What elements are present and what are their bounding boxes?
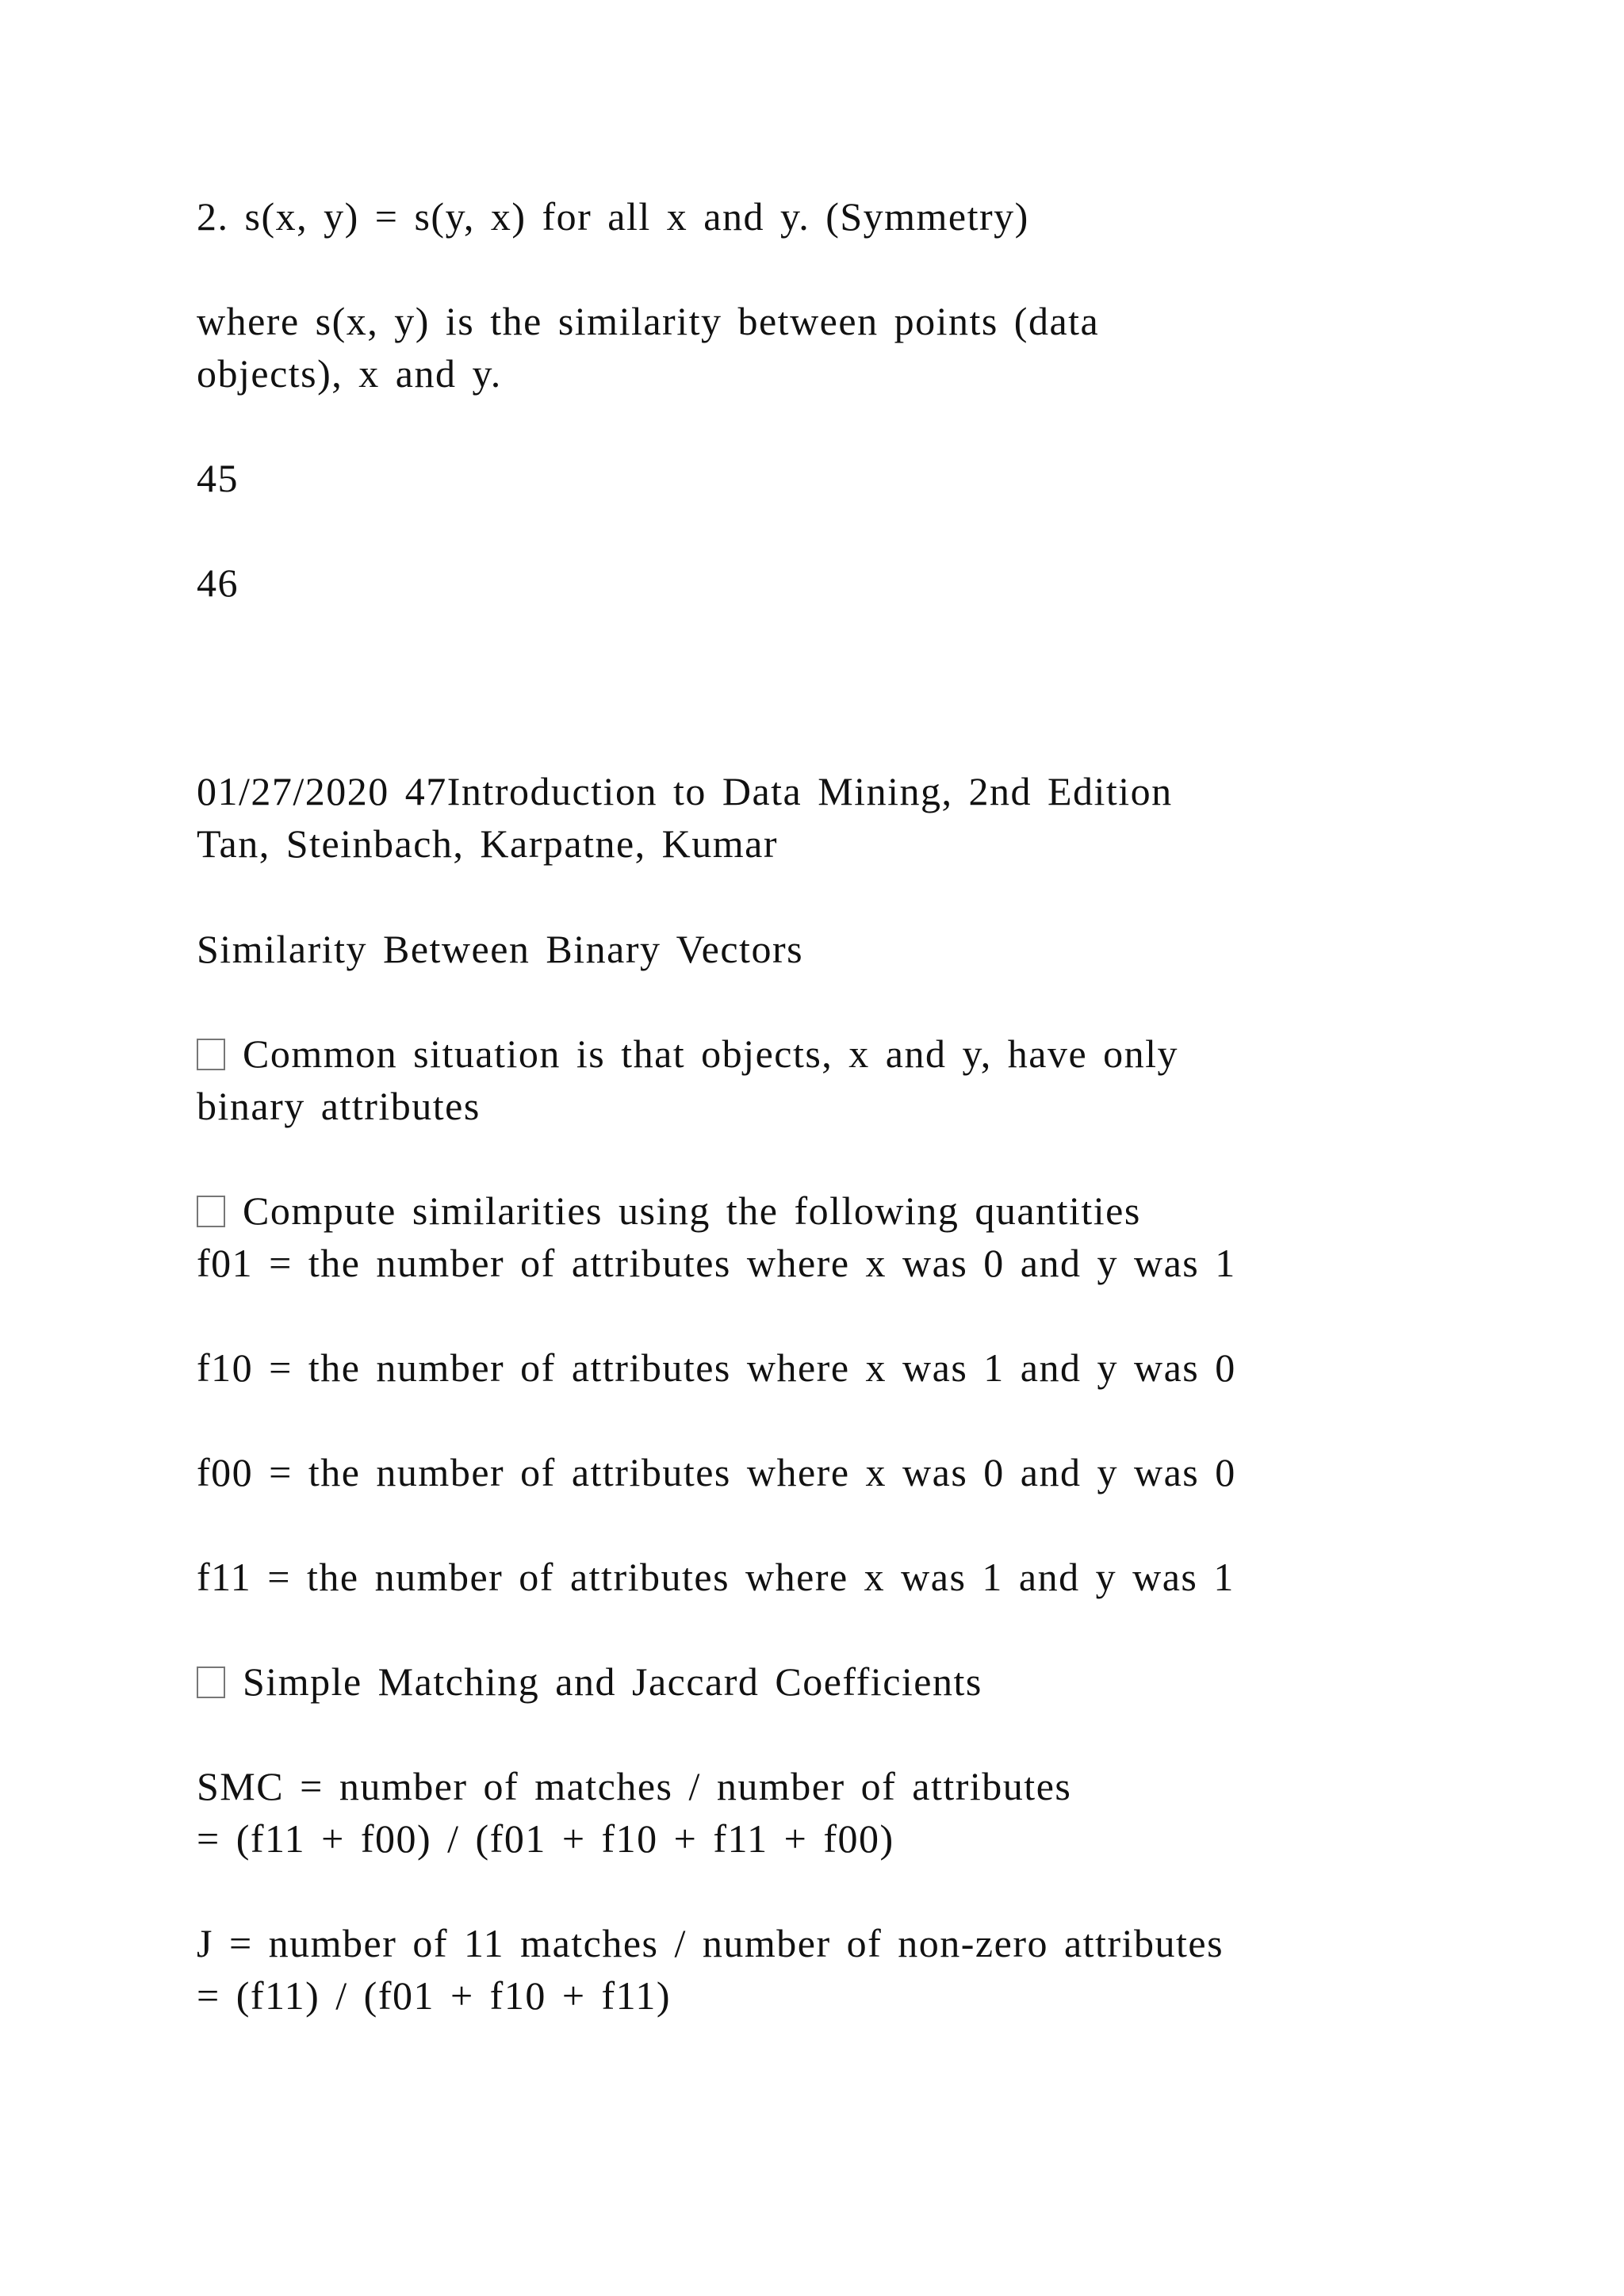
quantity-f00: f00 = the number of attributes where x was 0 and y was 0 [197,1450,1236,1494]
bullet-item-3 [197,1659,982,1704]
similarity-definition-line-2: objects), x and y. [197,351,502,396]
symmetry-property-line: 2. s(x, y) = s(y, x) for all x and y. (Symmetry) [197,194,1029,239]
page-number-46: 46 [197,561,239,605]
section-title: Similarity Between Binary Vectors [197,927,804,971]
similarity-definition-line-1: where s(x, y) is the similarity between points (data [197,299,1100,343]
quantity-f01: f01 = the number of attributes where x was 0 and y was 1 [197,1241,1236,1285]
jaccard-formula: = (f11) / (f01 + f10 + f11) [197,1973,671,2018]
slide-footer-line-2: Tan, Steinbach, Karpatne, Kumar [197,821,778,866]
missing-glyph-box-icon [197,1039,225,1070]
jaccard-definition: J = number of 11 matches / number of non-zero attributes [197,1921,1224,1965]
missing-glyph-box-icon [197,1196,225,1227]
slide-footer-line-1: 01/27/2020 47Introduction to Data Mining, 2nd Edition [197,769,1173,813]
missing-glyph-box-icon [197,1667,225,1698]
bullet-item-1 [197,1031,1179,1076]
quantity-f11: f11 = the number of attributes where x was 1 and y was 1 [197,1555,1235,1599]
quantity-f10: f10 = the number of attributes where x was 1 and y was 0 [197,1345,1236,1390]
bullet-item-2 [197,1188,1141,1233]
bullet-item-1-text: Common situation is that objects, x and y, have only [243,1031,1179,1076]
bullet-item-2-text: Compute similarities using the following quantities [243,1188,1141,1233]
smc-formula: = (f11 + f00) / (f01 + f10 + f11 + f00) [197,1816,894,1861]
bullet-item-1-continuation: binary attributes [197,1084,481,1128]
bullet-item-3-text: Simple Matching and Jaccard Coefficients [243,1659,982,1704]
smc-definition: SMC = number of matches / number of attributes [197,1764,1072,1808]
page-number-45: 45 [197,456,239,500]
